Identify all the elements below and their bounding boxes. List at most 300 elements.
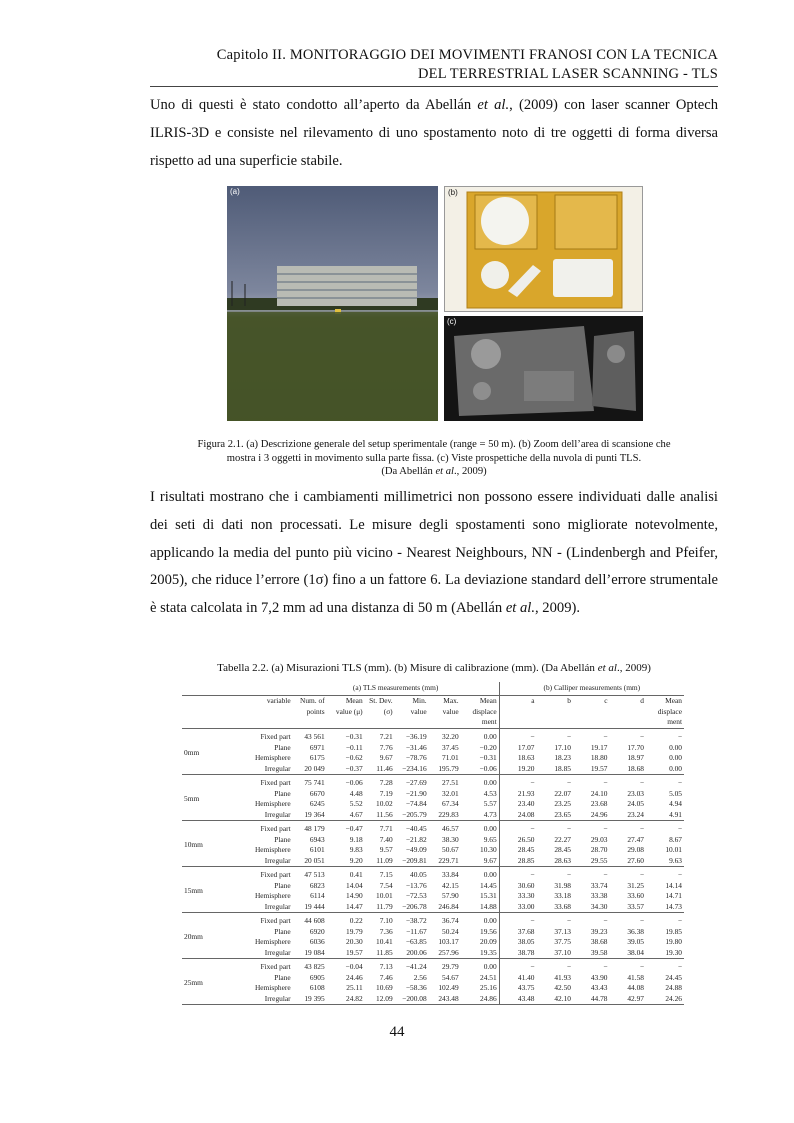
table-row [182,799,684,810]
table-cell: 11.56 [376,809,393,819]
table-cell: − [603,870,608,879]
table-cell: 39.05 [627,937,644,946]
table-cell: 23.24 [627,809,644,819]
table-cell: 67.34 [442,799,459,808]
table-cell: 14.90 [346,891,363,900]
table-cell: 0.00 [669,763,682,773]
table-cell: 10.41 [376,937,393,946]
table-cell: 28.45 [499,845,536,856]
table-cell: 7.15 [379,870,393,879]
table-cell: 6971 [309,742,325,752]
table-cell: −74.84 [405,799,427,808]
table-title-year: ., 2009) [616,662,651,674]
table-cell: 42.10 [554,993,571,1003]
table-cell: − [639,732,644,741]
table-cell: 18.97 [627,753,644,762]
table-cell: 20.09 [480,937,497,946]
table-cell: 14.47 [346,901,363,911]
panel-a-label: (a) [230,187,240,196]
table-cell: 33.30 [499,891,536,902]
table-cell: 24.51 [480,972,497,982]
table-cell: 6036 [309,937,325,946]
table-cell: 4.91 [669,809,682,819]
table-cell: 23.03 [627,788,644,798]
table-cell: 44 608 [304,916,325,925]
table-cell: 44.08 [627,983,644,992]
table-cell: −72.53 [405,891,427,900]
table-cell: 4.53 [483,788,497,798]
table-cell: −0.06 [345,778,363,787]
table-cell: 0.00 [669,753,682,762]
table-row [182,764,684,775]
table-cell: 43.43 [590,983,608,992]
table-cell: −27.69 [405,778,427,787]
table-cell: 33.84 [442,870,459,879]
table-cell: 10.69 [376,983,393,992]
table-cell: −21.82 [405,834,427,844]
table-cell: − [603,916,608,925]
table-cell: − [566,870,571,879]
table-row [182,937,684,948]
table-cell: 10.02 [376,799,393,808]
table-cell: 4.67 [349,809,363,819]
table-cell: 38.30 [442,834,459,844]
table-cell: 0.41 [349,870,363,879]
table-cell: 257.96 [438,947,459,957]
table-cell: 43 561 [304,732,325,741]
table-cell: 19 395 [304,993,325,1003]
table-cell: 19.20 [499,764,536,775]
table-cell: 6114 [310,891,325,900]
table-cell: 36.74 [442,916,459,925]
table-row [182,729,684,743]
table-cell: 0.00 [483,870,497,879]
table-cell: 19.57 [590,763,608,773]
table-cell: 41.93 [554,972,571,982]
table-row [182,835,684,846]
table-title [150,662,718,674]
table-cell: 24.96 [590,809,608,819]
table-cell: −0.06 [479,763,497,773]
table-cell: 37.13 [554,926,571,936]
offset-block [182,959,684,1005]
table-cell: 29.08 [627,845,644,854]
target-objects-illustration [445,187,642,311]
table-cell: 7.21 [379,732,393,741]
table-cell: 19 084 [304,947,325,957]
table-cell: 14.71 [665,891,682,900]
col-std: St. Dev. (σ) [365,696,395,729]
intro-paragraph [150,92,718,175]
offset-label: 20mm [184,931,203,941]
offset-label: 10mm [184,839,203,849]
table-cell: 28.63 [554,855,571,865]
offset-label: 0mm [184,747,200,757]
table-cell: 7.10 [379,916,393,925]
table-cell: 39.58 [590,947,608,957]
table-cell: 11.79 [376,901,393,911]
table-cell: 4.94 [669,799,682,808]
offset-label: 15mm [184,885,203,895]
figure-caption [150,438,718,479]
variable-cell: Fixed part [260,778,291,787]
table-cell: 38.04 [627,947,644,957]
table-cell: − [639,870,644,879]
table-cell: 38.68 [590,937,608,946]
tls-group-header: (a) TLS measurements (mm) [293,682,500,696]
table-cell: 19.79 [346,926,363,936]
table-cell: −49.09 [405,845,427,854]
table-cell: −40.45 [405,824,427,833]
table-cell: 6108 [309,983,325,992]
table-cell: 22.07 [554,788,571,798]
table-cell: 6920 [309,926,325,936]
table-cell: 24.46 [346,972,363,982]
table-cell: 75 741 [304,778,325,787]
table-cell: 9.83 [349,845,363,854]
results-text: I risultati mostrano che i cambiamenti millimetrici non possono essere individuati dalle analisi dei seti di dati non processati. Le misure degli spostamenti sono migliorate notevolmente, applicando la media del punto più vicino - Nearest Neighbours, NN - (Lindenbergh and Pfeifer, 2005), che riduce l’errore (1σ) fino a un fattore 6. La deviazione standard dell’errore strumentale è stata calcolata in 7,2 mm ad una distanza di 50 m (Abellán [150,489,718,617]
table-cell: 6175 [309,753,325,762]
col-d: d [609,696,646,729]
results-etal: et al. [505,600,535,617]
table-cell: 50.67 [442,845,459,854]
table-cell: 24.86 [480,993,497,1003]
table-cell: 32.01 [442,788,459,798]
table-row [182,948,684,959]
table-cell: 14.04 [346,880,363,890]
intro-text: Uno di questi è stato condotto all’aperto da Abellán [150,97,478,113]
table-cell: −36.19 [405,732,427,741]
table-cell: 17.07 [499,743,536,754]
table-cell: − [639,916,644,925]
caption-year: ., 2009) [454,466,487,477]
table-cell: −63.85 [405,937,427,946]
table-cell: 5.52 [349,799,363,808]
table-cell: 43.48 [499,994,536,1005]
table-cell: − [603,824,608,833]
table-cell: 0.22 [349,916,363,925]
table-cell: −0.11 [345,742,363,752]
table-cell: − [499,959,536,973]
table-row [182,753,684,764]
table-cell: 6905 [309,972,325,982]
table-cell: 37.45 [442,742,459,752]
col-mean-displacement: Mean displace ment [461,696,500,729]
table-cell: − [639,824,644,833]
table-cell: 38.78 [499,948,536,959]
table-cell: 43 825 [304,962,325,971]
table-row [182,891,684,902]
col-points: Num. of points [293,696,327,729]
table-cell: 23.68 [590,799,608,808]
table-cell: − [499,913,536,927]
table-cell: − [677,962,682,971]
table-cell: 24.10 [590,788,608,798]
table-cell: − [566,824,571,833]
table-cell: 30.60 [499,881,536,892]
table-row [182,973,684,984]
offset-block [182,775,684,821]
table-cell: 18.68 [627,763,644,773]
table-row [182,927,684,938]
table-cell: 71.01 [442,753,459,762]
table-cell: 7.19 [379,788,393,798]
table-cell: 41.40 [499,973,536,984]
table-cell: −41.24 [405,962,427,971]
table-cell: 20.30 [346,937,363,946]
table-cell: 8.67 [669,834,682,844]
table-cell: 24.26 [665,993,682,1003]
table-cell: 7.76 [379,742,393,752]
table-cell: 102.49 [438,983,459,992]
caption-line2: mostra i 3 oggetti in movimento sulla parte fissa. (c) Viste prospettiche della nuvola di punti TLS. [226,452,642,464]
offset-block [182,867,684,913]
table-cell: 10.01 [376,891,393,900]
point-cloud-views [444,316,643,421]
table-cell: 0.00 [483,778,497,787]
col-mean: Mean value (μ) [327,696,365,729]
variable-cell: Irregular [264,901,291,911]
table-cell: 27.47 [627,834,644,844]
table-cell: 25.11 [346,983,363,992]
table-cell: 26.50 [499,835,536,846]
photo-scan-area-zoom [444,186,643,312]
col-c: c [573,696,609,729]
table-cell: −13.76 [405,880,427,890]
table-cell: − [677,916,682,925]
table-cell: −11.67 [406,926,427,936]
table-cell: − [639,962,644,971]
table-row [182,821,684,835]
table-cell: 7.28 [379,778,393,787]
table-row [182,913,684,927]
table-cell: 39.23 [590,926,608,936]
table-cell: 46.57 [442,824,459,833]
table-cell: −206.78 [402,901,427,911]
table-cell: 23.25 [554,799,571,808]
table-cell: 11.85 [376,947,393,957]
table-row [182,881,684,892]
table-cell: 19.85 [665,926,682,936]
table-cell: 9.67 [379,753,393,762]
table-cell: 23.65 [554,809,571,819]
header-divider [150,86,718,87]
table-cell: 19.57 [346,947,363,957]
offset-block [182,821,684,867]
table-cell: 103.17 [438,937,459,946]
intro-text-end: , (2009) con laser scanner Optech ILRIS-3D e consiste nel rilevamento di uno spostamento noto di tre oggetti di forma diversa rispetto ad una superficie stabile. [150,97,719,169]
variable-cell: Hemisphere [254,753,291,762]
table-cell: 48 179 [304,824,325,833]
table-cell: 19.17 [590,742,608,752]
table-row [182,775,684,789]
running-header-line2: DEL TERRESTRIAL LASER SCANNING - TLS [417,66,718,82]
table-cell: 9.20 [349,855,363,865]
table-cell: 6943 [309,834,325,844]
table-cell: 42.15 [442,880,459,890]
table-cell: 19.35 [480,947,497,957]
building-scene-illustration [227,186,438,421]
caption-line1: Figura 2.1. (a) Descrizione generale del setup sperimentale (range = 50 m). (b) Zoom dell’area di scansione che [197,439,671,450]
variable-cell: Hemisphere [254,799,291,808]
table-cell: − [677,870,682,879]
table-cell: 31.25 [627,880,644,890]
variable-cell: Plane [274,834,291,844]
table-cell: − [499,729,536,743]
table-cell: 17.70 [627,742,644,752]
table-cell: 29.79 [442,962,459,971]
table-cell: 7.54 [379,880,393,890]
table-cell: 33.60 [627,891,644,900]
table-row [182,902,684,913]
col-b: b [537,696,573,729]
table-cell: 0.00 [483,732,497,741]
table-cell: 33.57 [627,901,644,911]
variable-cell: Irregular [264,763,291,773]
results-text-end: , 2009). [535,600,580,617]
table-cell: 44.78 [590,993,608,1003]
table-cell: 7.36 [379,926,393,936]
table-cell: 0.00 [669,742,682,752]
table-cell: − [566,778,571,787]
variable-cell: Fixed part [260,732,291,741]
variable-cell: Irregular [264,809,291,819]
table-cell: −0.20 [479,742,497,752]
table-row [182,983,684,994]
table-cell: −0.62 [345,753,363,762]
table-row [182,959,684,973]
offset-block [182,729,684,775]
table-cell: 22.27 [554,834,571,844]
table-row [182,867,684,881]
variable-cell: Hemisphere [254,891,291,900]
table-cell: 27.51 [442,778,459,787]
table-cell: 10.30 [480,845,497,854]
table-cell: −205.79 [402,809,427,819]
table-cell: −0.47 [345,824,363,833]
table-cell: −234.16 [402,763,427,773]
table-cell: 4.73 [483,809,497,819]
offset-block [182,913,684,959]
table-cell: 31.98 [554,880,571,890]
page-number: 44 [389,1024,405,1040]
running-header-line1: Capitolo II. MONITORAGGIO DEI MOVIMENTI FRANOSI CON LA TECNICA [216,47,718,63]
table-cell: 6245 [309,799,325,808]
table-cell: − [566,916,571,925]
table-cell: −58.36 [405,983,427,992]
variable-cell: Irregular [264,993,291,1003]
col-min: Min. value [395,696,429,729]
table-cell: − [603,962,608,971]
table-cell: 6670 [309,788,325,798]
table-cell: 9.63 [669,855,682,865]
table-cell: 9.65 [483,834,497,844]
table-cell: 19.56 [480,926,497,936]
table-cell: 200.06 [406,947,427,957]
table-cell: −0.31 [479,753,497,762]
table-cell: 20 051 [304,855,325,865]
variable-cell: Plane [274,926,291,936]
table-cell: 36.38 [627,926,644,936]
table-cell: 229.83 [438,809,459,819]
variable-cell: Irregular [264,947,291,957]
table-cell: 28.85 [499,856,536,867]
table-cell: 57.90 [442,891,459,900]
table-cell: 11.46 [376,763,393,773]
table-cell: 50.24 [442,926,459,936]
table-cell: 4.48 [349,788,363,798]
col-max: Max. value [429,696,461,729]
variable-cell: Plane [274,880,291,890]
table-cell: 19 364 [304,809,325,819]
table-title-text: Tabella 2.2. (a) Misurazioni TLS (mm). (b) Misure di calibrazione (mm). (Da Abellán [217,662,598,674]
table-cell: 18.80 [590,753,608,762]
table-cell: 21.93 [499,789,536,800]
table-cell: 9.67 [483,855,497,865]
table-cell: 33.18 [554,891,571,900]
table-cell: 54.67 [442,972,459,982]
point-cloud-illustration [444,316,643,421]
table-row [182,845,684,856]
table-cell: 23.40 [499,799,536,810]
photo-experimental-setup [227,186,438,421]
table-cell: −31.46 [405,742,427,752]
table-cell: 14.45 [480,880,497,890]
table-cell: 7.40 [379,834,393,844]
table-cell: 24.05 [627,799,644,808]
table-cell: 33.74 [590,880,608,890]
table-cell: − [499,775,536,789]
table-cell: 9.57 [379,845,393,854]
table-cell: 18.23 [554,753,571,762]
table-cell: 20 049 [304,763,325,773]
table-cell: − [603,778,608,787]
running-header [150,46,718,84]
table-title-etal: et al [597,662,617,674]
results-paragraph [150,484,718,623]
variable-cell: Fixed part [260,870,291,879]
table-cell: − [499,821,536,835]
table-cell: − [677,778,682,787]
table-cell: 14.88 [480,901,497,911]
table-cell: 34.30 [590,901,608,911]
table-cell: 10.01 [665,845,682,854]
intro-etal: et al. [477,97,510,113]
col-a: a [499,696,536,729]
table-cell: −38.72 [405,916,427,925]
table-cell: − [566,732,571,741]
variable-cell: Fixed part [260,962,291,971]
table-cell: 37.68 [499,927,536,938]
table-cell: 33.68 [554,901,571,911]
table-cell: 5.05 [669,788,682,798]
table-cell: −200.08 [402,993,427,1003]
table-cell: 17.10 [554,742,571,752]
variable-cell: Hemisphere [254,983,291,992]
variable-cell: Fixed part [260,916,291,925]
table-cell: −21.90 [405,788,427,798]
variable-cell: Plane [274,788,291,798]
table-cell: 28.70 [590,845,608,854]
table-cell: − [677,824,682,833]
table-cell: 41.58 [627,972,644,982]
table-cell: 25.16 [480,983,497,992]
table-cell: 246.84 [438,901,459,911]
table-cell: −0.37 [345,763,363,773]
table-cell: 19.80 [665,937,682,946]
table-cell: 28.45 [554,845,571,854]
table-cell: −209.81 [402,855,427,865]
